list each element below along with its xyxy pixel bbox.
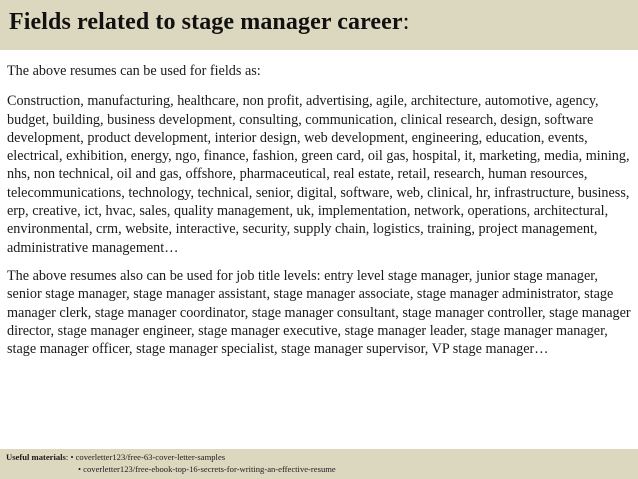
footer-link-resume-ebook[interactable]: • coverletter123/free-ebook-top-16-secrets-for-writing-an-effective-resume xyxy=(78,464,336,474)
intro-text: The above resumes can be used for fields as: xyxy=(7,63,261,79)
footer-bar xyxy=(0,449,638,479)
footer-row-2 xyxy=(6,463,638,475)
slide-content xyxy=(7,62,633,368)
slide-title-text: Fields related to stage manager career xyxy=(9,9,403,35)
footer-label-colon: : xyxy=(65,452,71,462)
job-levels-text: The above resumes also can be used for job title levels: entry level stage manager, junior stage manager, senior stage manager, stage manager assistant, stage manager associate, stage manager administrator, stage manager clerk, stage manager coordinator, stage manager consultant, stage manager controller, stage manager director, stage manager engineer, stage manager executive, stage manager leader, stage manager manager, stage manager officer, stage manager specialist, stage manager supervisor, VP stage manager… xyxy=(7,267,631,358)
fields-list-text: Construction, manufacturing, healthcare, non profit, advertising, agile, architecture, automotive, agency, budget, building, business development, consulting, communication, clinical research, design, software development, product development, interior design, web development, engineering, education, events, electrical, exhibition, energy, ngo, finance, fashion, green card, oil gas, hospital, it, marketing, media, mining, nhs, non technical, oil and gas, offshore, pharmaceutical, real estate, retail, research, human resources, telecommunications, technology, technical, senior, digital, software, web, clinical, hr, infrastructure, business, erp, creative, ict, hvac, sales, quality management, uk, implementation, network, operations, architectural, environmental, crm, website, interactive, security, supply chain, logistics, training, project management, administrative management… xyxy=(7,93,630,256)
footer-link-cover-letter-samples[interactable]: • coverletter123/free-63-cover-letter-samples xyxy=(70,452,226,462)
footer-row-1 xyxy=(6,451,638,463)
title-bar xyxy=(0,0,638,50)
slide-title-colon: : xyxy=(402,9,410,35)
useful-materials-label: Useful materials xyxy=(6,452,66,462)
slide-title xyxy=(9,9,638,36)
